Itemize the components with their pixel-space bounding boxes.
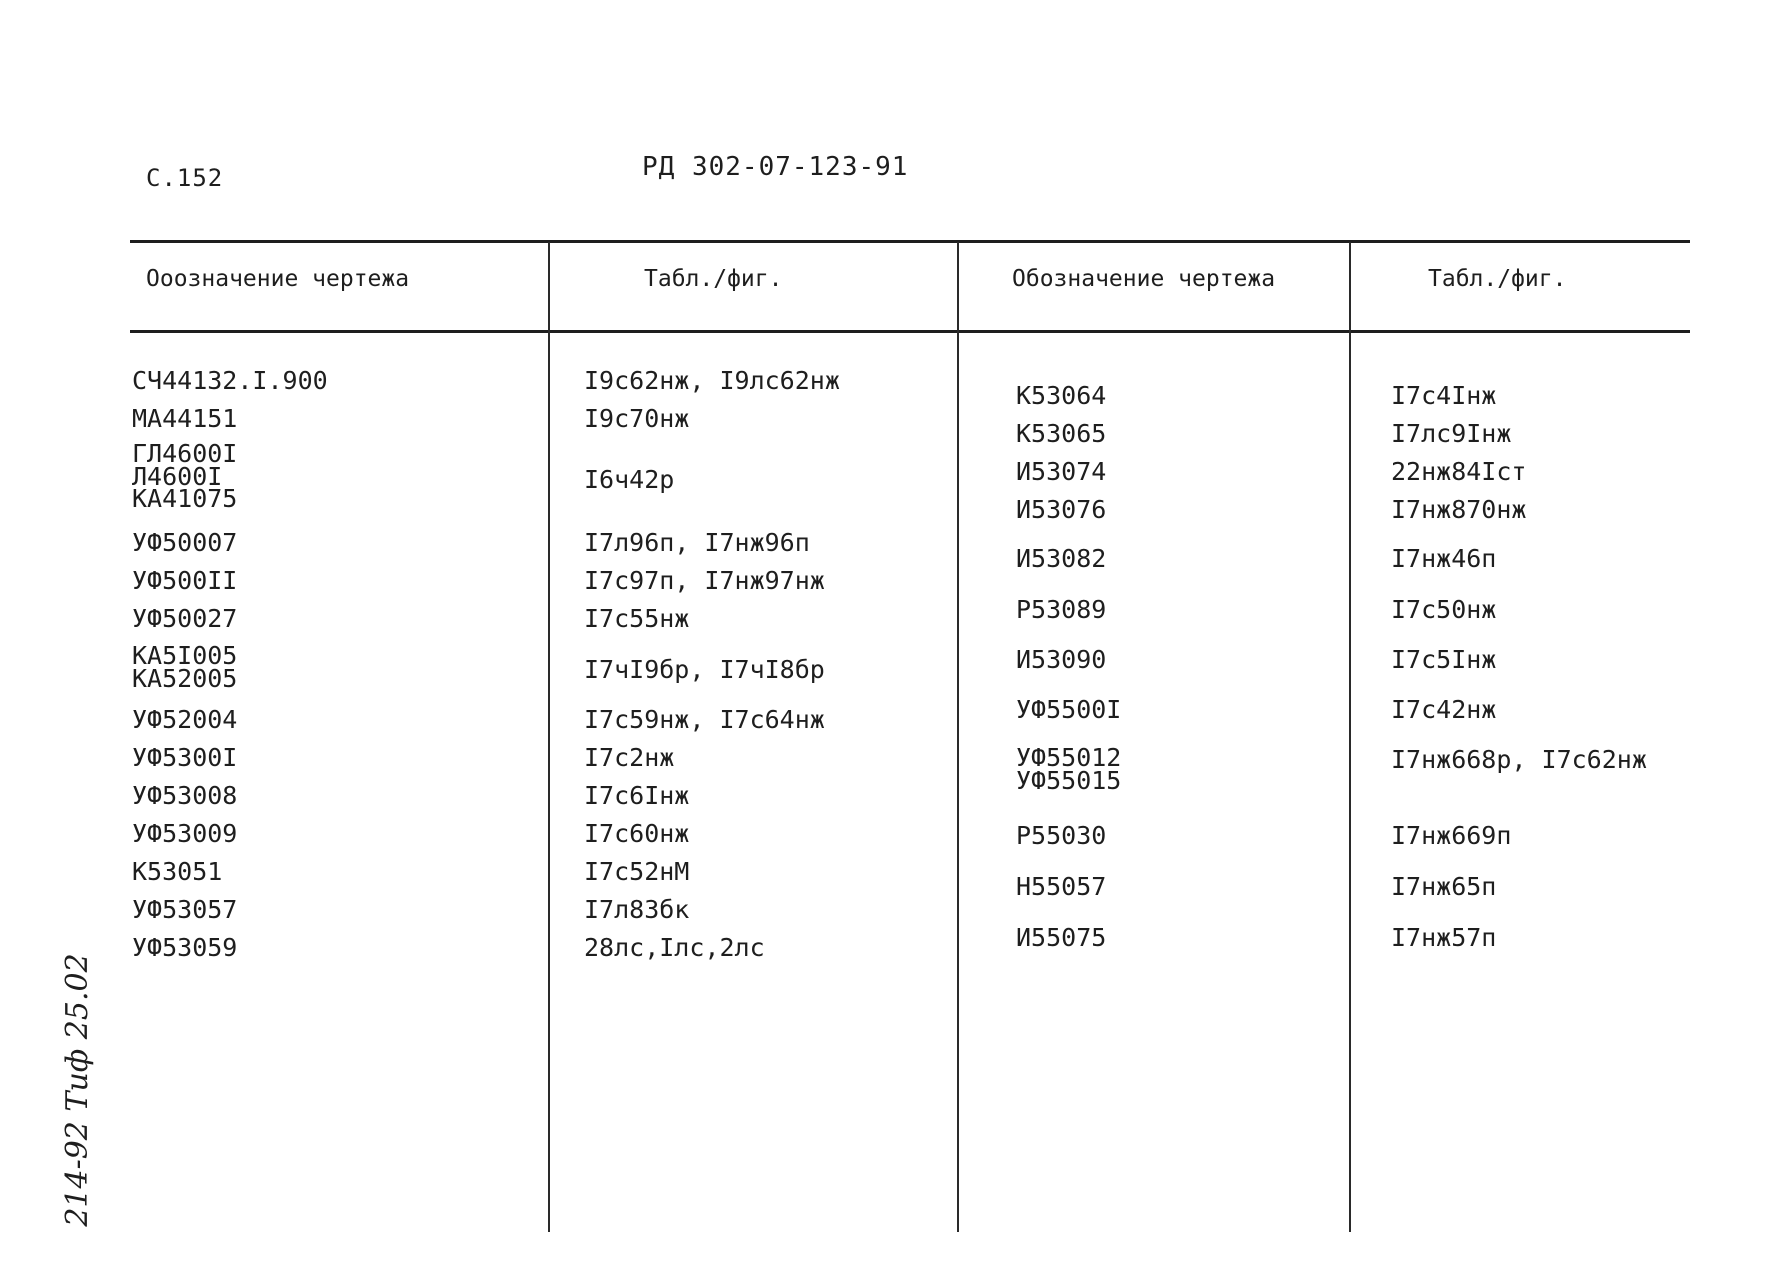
left-designation-10: УФ53008 xyxy=(132,781,238,810)
left-table-11: I7с60нж xyxy=(584,819,690,848)
left-designation-6: УФ50027 xyxy=(132,604,238,633)
right-table-5: I7нж46п xyxy=(1391,544,1497,573)
left-designation-5: УФ500II xyxy=(132,566,238,595)
right-table-11: I7нж65п xyxy=(1391,872,1497,901)
left-designation-13: УФ53057 xyxy=(132,895,238,924)
page-number: С.152 xyxy=(146,164,224,192)
left-designation-2: МА44151 xyxy=(132,404,238,433)
column-divider-1 xyxy=(548,242,550,1232)
left-designation-9: УФ5300I xyxy=(132,743,238,772)
left-table-12: I7с52нМ xyxy=(584,857,690,886)
column-divider-3 xyxy=(1349,242,1351,1232)
left-table-2: I9с70нж xyxy=(584,404,690,433)
right-designation-5: И53082 xyxy=(1016,544,1107,573)
right-designation-3: И53074 xyxy=(1016,457,1107,486)
left-designation-8: УФ52004 xyxy=(132,705,238,734)
right-table-9: I7нж668р, I7с62нж xyxy=(1391,745,1647,774)
table-header-rule xyxy=(130,330,1690,333)
document-code: РД 302-07-123-91 xyxy=(642,152,909,182)
right-designation-1: К53064 xyxy=(1016,381,1107,410)
left-table-14: 28лс,Iлс,2лс xyxy=(584,933,765,962)
right-designation-8: УФ5500I xyxy=(1016,695,1122,724)
header-left-designation: Ооозначение чертежа xyxy=(146,266,410,292)
left-table-6: I7с55нж xyxy=(584,604,690,633)
left-table-9: I7с2нж xyxy=(584,743,675,772)
left-table-8: I7с59нж, I7с64нж xyxy=(584,705,825,734)
left-designation-1: СЧ44132.I.900 xyxy=(132,366,328,395)
right-designation-7: И53090 xyxy=(1016,645,1107,674)
right-table-4: I7нж870нж xyxy=(1391,495,1527,524)
header-right-table: Табл./фиг. xyxy=(1428,266,1567,292)
left-designation-7: КА5I005 КА52005 xyxy=(132,641,238,693)
table-top-rule xyxy=(130,240,1690,243)
left-designation-4: УФ50007 xyxy=(132,528,238,557)
header-right-designation: Обозначение чертежа xyxy=(1012,266,1276,292)
header-left-table: Табл./фиг. xyxy=(644,266,783,292)
right-designation-12: И55075 xyxy=(1016,923,1107,952)
left-designation-12: К53051 xyxy=(132,857,223,886)
left-table-7: I7чI9бр, I7чI8бр xyxy=(584,655,825,684)
left-table-3: I6ч42р xyxy=(584,465,675,494)
left-designation-11: УФ53009 xyxy=(132,819,238,848)
right-table-1: I7с4Iнж xyxy=(1391,381,1497,410)
right-designation-4: И53076 xyxy=(1016,495,1107,524)
left-table-5: I7с97п, I7нж97нж xyxy=(584,566,825,595)
left-table-13: I7л83бк xyxy=(584,895,690,924)
right-designation-6: Р53089 xyxy=(1016,595,1107,624)
right-table-3: 22нж84Iст xyxy=(1391,457,1527,486)
right-table-12: I7нж57п xyxy=(1391,923,1497,952)
left-table-1: I9с62нж, I9лс62нж xyxy=(584,366,840,395)
right-table-6: I7с50нж xyxy=(1391,595,1497,624)
right-table-2: I7лс9Iнж xyxy=(1391,419,1512,448)
right-designation-9: УФ55012 УФ55015 xyxy=(1016,743,1122,795)
right-designation-10: Р55030 xyxy=(1016,821,1107,850)
left-designation-3: ГЛ4600I Л4600I КА41075 xyxy=(132,439,238,513)
right-table-8: I7с42нж xyxy=(1391,695,1497,724)
left-table-10: I7с6Iнж xyxy=(584,781,690,810)
left-table-4: I7л96п, I7нж96п xyxy=(584,528,810,557)
right-table-10: I7нж669п xyxy=(1391,821,1512,850)
handwritten-margin-note: 214-92 Тиф 25.02 xyxy=(59,953,95,1227)
column-divider-2 xyxy=(957,242,959,1232)
right-designation-2: К53065 xyxy=(1016,419,1107,448)
right-designation-11: Н55057 xyxy=(1016,872,1107,901)
left-designation-14: УФ53059 xyxy=(132,933,238,962)
right-table-7: I7с5Iнж xyxy=(1391,645,1497,674)
